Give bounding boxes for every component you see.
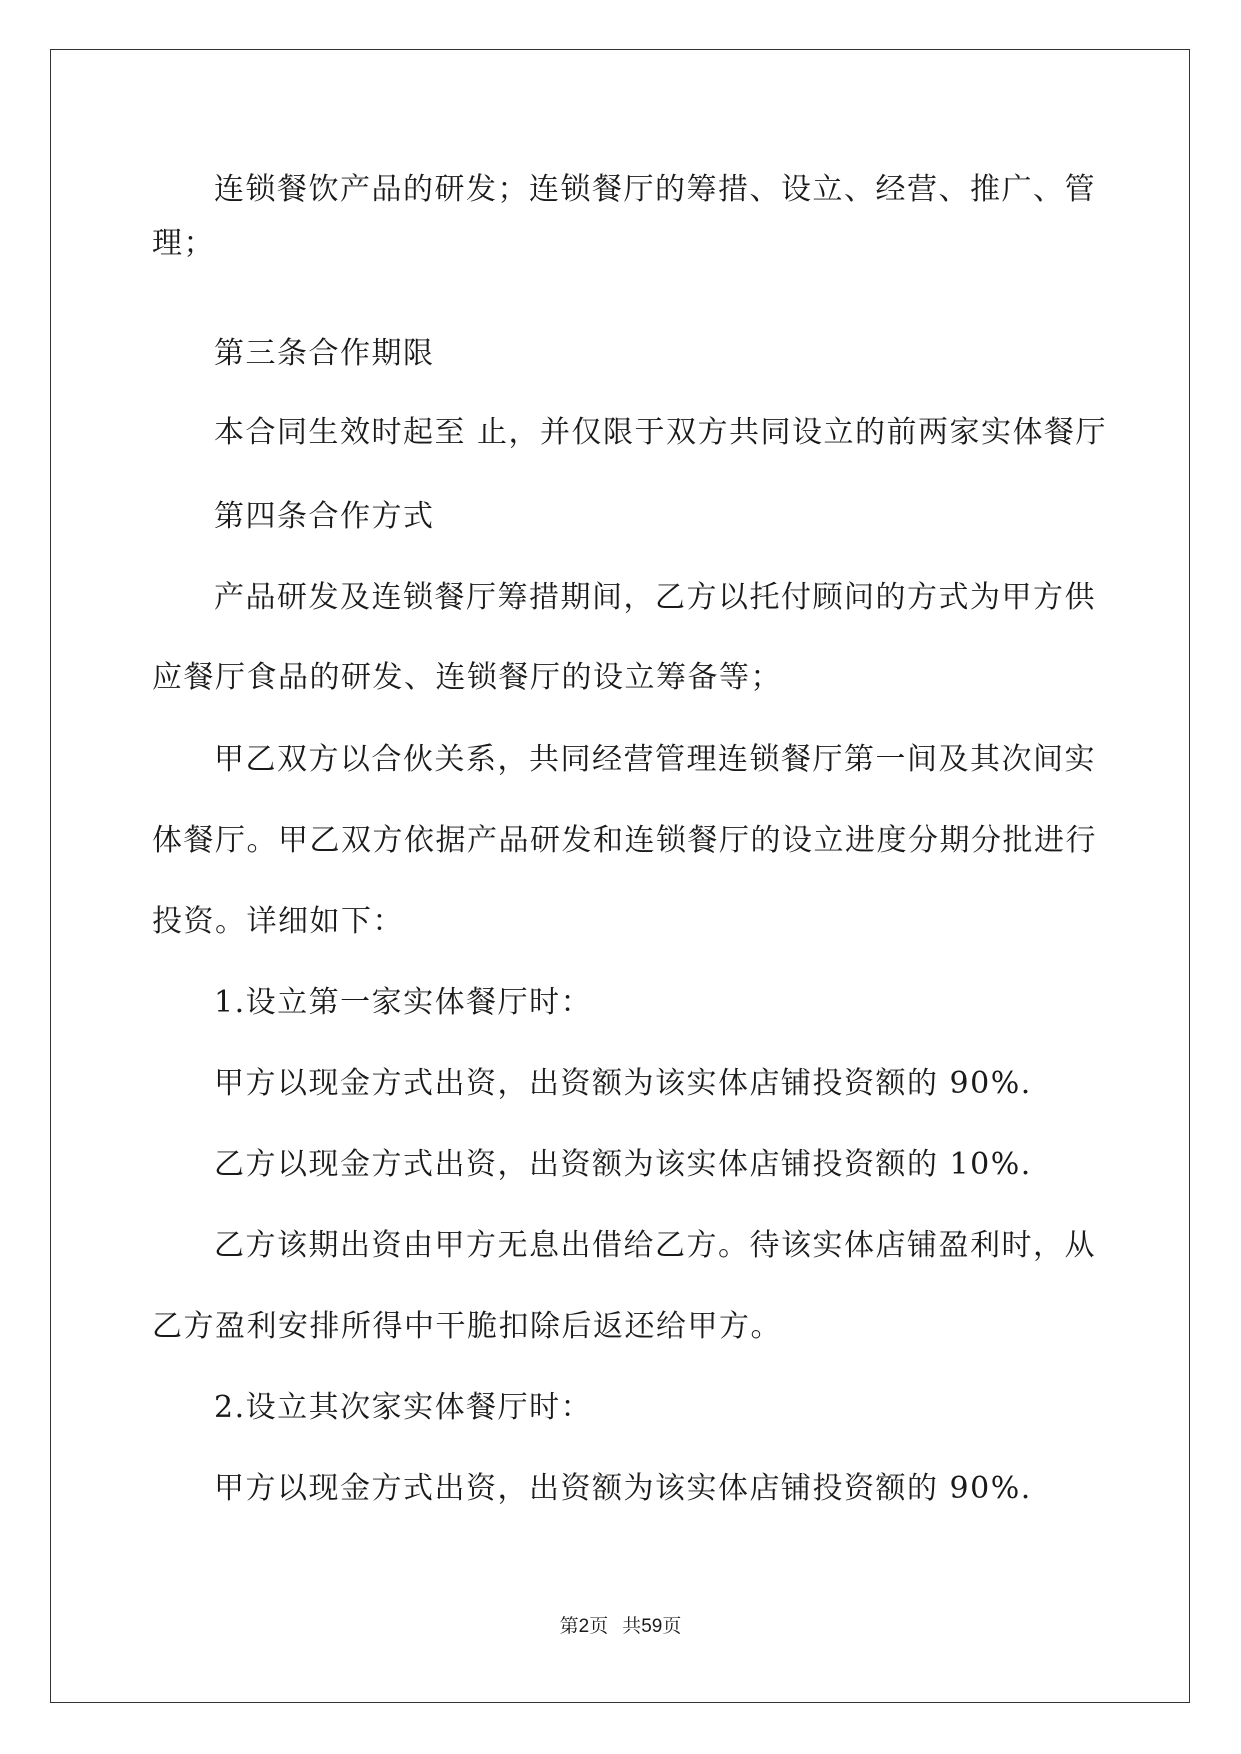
section-heading: 第三条合作期限	[214, 336, 435, 371]
paragraph-line: 乙方以现金方式出资，出资额为该实体店铺投资额的 10%.	[214, 1147, 1032, 1182]
paragraph-line: 理；	[152, 226, 215, 261]
paragraph-line: 投资。详细如下：	[152, 904, 404, 939]
paragraph-line: 产品研发及连锁餐厅筹措期间，乙方以托付顾问的方式为甲方供	[214, 580, 1096, 615]
paragraph-line: 体餐厅。甲乙双方依据产品研发和连锁餐厅的设立进度分期分批进行	[152, 823, 1097, 858]
page-suffix: 页	[589, 1615, 609, 1637]
paragraph-line: 乙方盈利安排所得中干脆扣除后返还给甲方。	[152, 1309, 782, 1344]
paragraph-line: 甲方以现金方式出资，出资额为该实体店铺投资额的 90%.	[214, 1066, 1032, 1101]
paragraph-line: 本合同生效时起至 止，并仅限于双方共同设立的前两家实体餐厅	[214, 415, 1108, 450]
section-heading: 第四条合作方式	[214, 499, 435, 534]
total-suffix: 页	[662, 1615, 682, 1637]
total-pages: 59	[641, 1616, 663, 1637]
total-prefix: 共	[622, 1615, 642, 1637]
list-item: 2.设立其次家实体餐厅时：	[214, 1390, 593, 1425]
paragraph-line: 连锁餐饮产品的研发；连锁餐厅的筹措、设立、经营、推广、管	[214, 172, 1096, 207]
page-prefix: 第	[559, 1615, 579, 1637]
list-item: 1.设立第一家实体餐厅时：	[214, 985, 593, 1020]
page-footer	[0, 1614, 1241, 1639]
page-border	[50, 49, 1190, 1703]
paragraph-line: 甲方以现金方式出资，出资额为该实体店铺投资额的 90%.	[214, 1471, 1032, 1506]
paragraph-line: 应餐厅食品的研发、连锁餐厅的设立筹备等；	[152, 660, 782, 695]
paragraph-line: 甲乙双方以合伙关系，共同经营管理连锁餐厅第一间及其次间实	[214, 742, 1096, 777]
paragraph-line: 乙方该期出资由甲方无息出借给乙方。待该实体店铺盈利时，从	[214, 1228, 1096, 1263]
page-number: 2	[578, 1616, 590, 1637]
